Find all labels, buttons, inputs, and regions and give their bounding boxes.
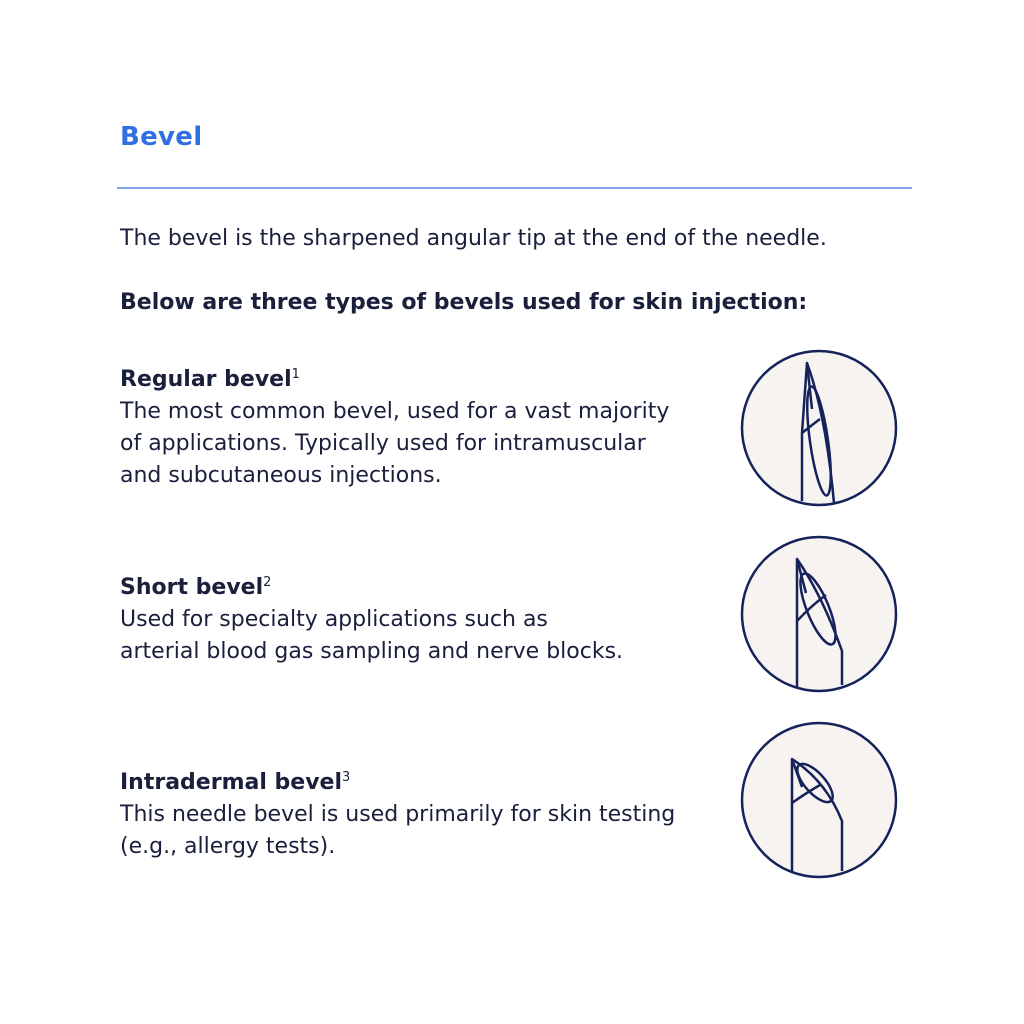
- bevel-description: Used for specialty applications such as arterial blood gas sampling and nerve blocks.: [120, 607, 624, 664]
- bevel-name: Intradermal bevel$^3$: [120, 770, 351, 795]
- bevel-description: This needle bevel is used primarily for skin testing (e.g., allergy tests).: [120, 802, 676, 859]
- bevel-item-short: [120, 572, 710, 668]
- intro-text: The bevel is the sharpened angular tip at the end of the needle.: [120, 226, 827, 251]
- bevel-item-intradermal: [120, 767, 710, 863]
- regular-bevel-needle-icon: [740, 349, 898, 507]
- title-divider: [117, 187, 912, 189]
- footnote-marker: 2: [263, 575, 272, 590]
- bevel-name: Regular bevel$^1$: [120, 367, 300, 392]
- footnote-marker: 1: [291, 367, 300, 382]
- intradermal-bevel-needle-icon: [740, 721, 898, 879]
- page-title: Bevel: [120, 122, 203, 152]
- bevel-item-regular: [120, 364, 710, 492]
- bevel-description: The most common bevel, used for a vast majority of applications. Typically used for intramuscular and subcutaneous injections.: [120, 399, 670, 488]
- bevel-name: Short bevel$^2$: [120, 575, 272, 600]
- footnote-marker: 3: [342, 770, 351, 785]
- section-subheading: Below are three types of bevels used for skin injection:: [120, 290, 808, 315]
- short-bevel-needle-icon: [740, 535, 898, 693]
